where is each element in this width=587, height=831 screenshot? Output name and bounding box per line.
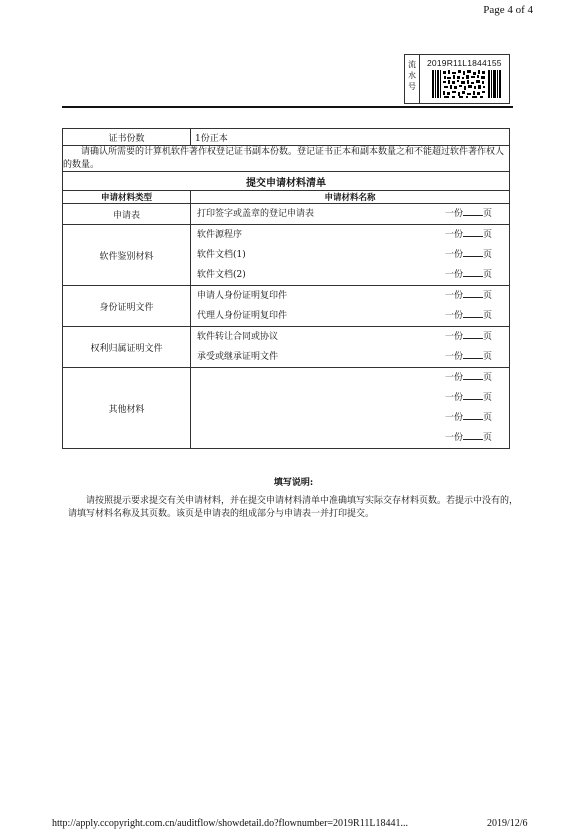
pages-blank[interactable] [463, 225, 483, 237]
table-row [63, 225, 510, 286]
material-name: 软件文档(2) [197, 270, 246, 280]
material-type: 软件鉴别材料 [63, 225, 191, 286]
pages-blank[interactable] [463, 265, 483, 277]
material-item: 申请人身份证明复印件 一份 页 [191, 286, 509, 306]
material-item: 软件源程序 一份 页 [191, 225, 509, 245]
table-row [63, 368, 510, 449]
serial-label: 流水号 [405, 55, 420, 103]
material-name: 软件转让合同或协议 [197, 332, 279, 342]
material-name: 软件文档(1) [197, 250, 246, 260]
material-type: 身份证明文件 [63, 286, 191, 327]
material-item: 一份 页 [191, 368, 509, 388]
material-item: 承受或继承证明文件 一份 页 [191, 347, 509, 367]
material-name: 申请人身份证明复印件 [197, 291, 288, 301]
column-header-type: 申请材料类型 [63, 191, 191, 204]
table-row [63, 327, 510, 368]
material-type: 权利归属证明文件 [63, 327, 191, 368]
material-item: 一份 页 [191, 388, 509, 408]
material-item: 代理人身份证明复印件 一份 页 [191, 306, 509, 326]
material-item: 软件文档(2) 一份 页 [191, 265, 509, 285]
serial-number: 2019R11L1844155 [427, 58, 502, 68]
pages-blank[interactable] [463, 428, 483, 440]
pages-blank[interactable] [463, 388, 483, 400]
pages-blank[interactable] [463, 408, 483, 420]
pages-blank[interactable] [463, 368, 483, 380]
material-name: 软件源程序 [197, 230, 243, 240]
instructions-text: 请按照提示要求提交有关申请材料，并在提交申请材料清单中准确填写实际交存材料页数。若提示中没有的，请填写材料名称及其页数。该页是申请表的组成部分与申请表一并打印提交。 [68, 496, 519, 519]
table-row [63, 286, 510, 327]
material-item: 打印签字或盖章的登记申请表 一份 页 [191, 204, 509, 224]
column-header-name: 申请材料名称 [191, 191, 510, 204]
material-type: 申请表 [63, 204, 191, 225]
page-number: Page 4 of 4 [483, 4, 533, 16]
pages-blank[interactable] [463, 204, 483, 216]
application-table [62, 128, 510, 449]
material-name: 承受或继承证明文件 [197, 352, 279, 362]
header-divider [62, 106, 513, 108]
footer-url[interactable]: http://apply.ccopyright.com.cn/auditflow/showdetail.do?flownumber=2019R11L18441... [52, 818, 408, 829]
pages-blank[interactable] [463, 327, 483, 339]
material-item: 软件转让合同或协议 一份 页 [191, 327, 509, 347]
material-item: 软件文档(1) 一份 页 [191, 245, 509, 265]
pages-blank[interactable] [463, 306, 483, 318]
materials-title: 提交申请材料清单 [63, 172, 510, 191]
pages-blank[interactable] [463, 347, 483, 359]
confirm-note: 请确认所需要的计算机软件著作权登记证书副本份数。登记证书正本和副本数量之和不能超过软件著作权人的数量。 [63, 146, 510, 172]
certificate-copies-value: 1份正本 [191, 129, 510, 146]
pages-blank[interactable] [463, 245, 483, 257]
certificate-copies-label: 证书份数 [63, 129, 191, 146]
serial-number-box [404, 54, 510, 104]
material-item: 一份 页 [191, 408, 509, 428]
material-item: 一份 页 [191, 428, 509, 448]
instructions-title: 填写说明: [273, 478, 314, 488]
table-row [63, 204, 510, 225]
material-type: 其他材料 [63, 368, 191, 449]
qr-barcode [432, 70, 502, 98]
footer-date: 2019/12/6 [487, 818, 528, 829]
material-name: 代理人身份证明复印件 [197, 311, 288, 321]
pages-blank[interactable] [463, 286, 483, 298]
material-name: 打印签字或盖章的登记申请表 [197, 209, 315, 219]
